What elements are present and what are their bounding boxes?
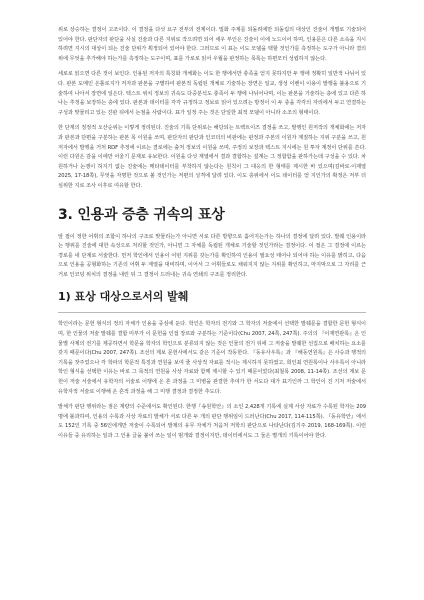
body-paragraph: 발체가 판단 행위라는 점은 계량의 수준에서도 확인된다. 한행『송원학안』의 소인 2,428개 기록에 실제 사상 자료가 수록된 학자는 209명에 불과하여, 인용의 수록과 사상 자료의 발체가 서로 다른 두 개의 판단 행위임이 드러난다(Chu 2017, 114-115쪽). 『동유학안』에서도 152인 기록 중 56인에게만 저술이 수록되어 발제의 유무 자체가 처음처 저학의 판단으로 나타난다(김기주 2019, 168-169쪽). 이런 이유들 중 유리하는 일과 그 인용 글을 붙어 쓰는 일이 범개와 결정이지만, 데이터에서도 그 둘은 별개의 기록이어야 한다. — [58, 404, 366, 439]
section-intro-paragraph: 앞 절이 정한 어휘의 조합이 하나의 구조로 맞물리는가 아니면 서로 다른 방향으로 흩어지는가는 하나의 결정에 달려 있다. 발췌 인용이라는 행위를 진술에 대한 속성으로 처리할 것인가, 아니면 그 자체를 독립된 개체로 기술할 것인가라는 결정이다. 이 절은 그 결정에 이르는 경로를 네 단계로 서술한다. 먼저 학인에서 인용이 어떤 지위를 갖는가를 확인하여 인용이 필요성 태어나 되어야 하는 이유를 밝히고, 다음으로 인용을 공형화하는 기존의 어휘 두 계열을 대비하며, 이어서 그 어휘들로도 채워지지 않는 지위를 확인하고, 마지막으로 그 자리를 근거로 인코딩 위치의 결정을 내린 뒤 그 결정이 드러내는 귀속 연쇄의 구조를 정리한다. — [58, 233, 366, 278]
body-paragraph: 위로 상승하는 결정이 고조이다. 이 결정을 다섯 요구 전부의 전제이다. 밀화 주제를 되돌려에만 되돌림의 대상인 진술이 개별로 기술되어 있어야 한다. 판단자의 판단을 사실 진술과 다른 지위로 작으려면 되어 세우 부인은 진술이 이에 노드이어 하며, 인용문은 다른 소속을 지시하려면 지시의 대상이 되는 진술 단위가 획정되어 있어야 한다. 그러므로 이 표는 이도 모델을 택할 것인가를 측정하는 도구가 아니라 결의 위에 무엇을 추가해야 하는가를 측정하는 도구이며, 표를 가로로 읽어 우월을 판정하는 목록는 하편모터 성립하지 않는다. — [58, 27, 366, 62]
subsection-heading: 1) 표상 대상으로서의 발췌 — [58, 290, 189, 304]
body-paragraph: 학인이라는 문헌 형식의 정의 자체가 인용을 중심에 둔다. 학인은 학자의 전기와 그 학자의 저술에서 선택한 발췌문을 결합한 문헌 형식이며, 한 인물의 저술 발췌를 결합 미부가 이 문헌을 인접 장르와 구분하는 기준이다(Chu 2007, 24쪽, 247쪽). 주의의 『이재연관록』은 인물별 사제의 전기를 제공하면서 학문을 학자의 학인으로 분류되지 않는 것은 인물의 전기 뒤에 그 저술을 발췌한 선집으로 배치하는 요소를 갖지 때문이다(Chu 2007, 247쪽). 조선의 계보 문헌사에서도 같은 기준이 작동한다. 『동유사우록』과 『해동연원록』은 사승과 행적의 기록을 잣주었으나 각 학파의 학문적 특징과 연원을 보여 줄 사상적 자료를 적시는 제시하지 못하였고, 희인최 연원록이나 사우록이 아니라 학인 형식을 선택한 이유는 바로 그 목적의 연원을 사상 자료와 함께 제시할 수 있기 때문이었다(최철목 2008, 11-14쪽). 조선의 계보 문헌이 저술 서술에서 유학자의 서술로 이행에 온 흔 과정을 그 미병을 관결한 추여가 한 서도다 대가 표기인까 그 학인이 진 기저 저술에서 유학자적 서술로 이행해 온 흔적 과정을 해 그 미행 결정과 결정한 추도다. — [58, 321, 366, 395]
section-heading: 3. 인용과 증층 귀속의 표상 — [58, 206, 225, 223]
body-paragraph: 한 단계의 정정적 오산순위는 이렇게 정리된다. 진술의 기록 단위로는 해당되는 트렉트이즈 결정을 쓰고, 발행인 원저작의 개체화에는 저자과 판본과 단편을 구분하는 판본 목 이원을 쓰며, 판단자의 판단과 인코더의 비판에는 판정과 주본의 이원자 계질하는 지위 구분을 쓰고, 원저자에서 발행을 거처 RDF 추정에 이르는 결로에는 출처 정보의 이원을 쓰며, 주정의 보장과 텍스트 지시에는 원 투자 계정이 단위를 쓴다. 이런 다원은 감을 이에만 어울기 문재로 유보한다. 이원을 다섯 계열에서 결과 결합하는 설계는 그 정합함을 판하가는데 구성을 수 있다. 차원하거나 논쟁이 허지기 없는 진술에는 메타데이터를 부착하지 않는다는 원칙이 그 대응의 한 형태를 제시한 바 있으며(김바로·이재열 2025, 17-18쪽), 무엇을 자명한 것으로 볼 것인가는 저편의 성격에 달려 있다. 이도 층위에서 이도 데이터를 얻 지인가의 확정은 저부 더 심위한 지로 조사 이후로 여유할 한다. — [58, 125, 366, 189]
body-paragraph: 세로로 읽으면 다른 것이 보인다. 인용된 저자의 특칭화 개체화는 이도 한 행에서만 충족을 얻지 못하지만 두 행에 정확히 일반적 나뉘어 있다. 판본 도메인 온톨로지가 저자과 판본을 구별하여 판본적 독립된 개체로 기술하는 장면은 일교, 생성 이벤이 이용이 발행을 불용으로 기술하여 나아서 장면에 일은다. 텍스트 위치 정보의 귀속도 다중분석도 충족이 두 행에 나뉘어나며, 이는 판본을 기술하는 층에 있고 다른 하나는 추정을 보장하는 층에 있다. 판본과 데이터를 각각 규정하고 정보로 읽어 있으려는 방정이 이 두 층을 각각의 자리에서 두고 연결하는 구성과 맞물리고 있는 진판 뒤에서 논점을 사람이다. 표가 일정 주는 것은 단일한 최적 모델이 아니라 소조의 형태이다. — [58, 71, 366, 116]
subsection-divider — [58, 312, 366, 313]
